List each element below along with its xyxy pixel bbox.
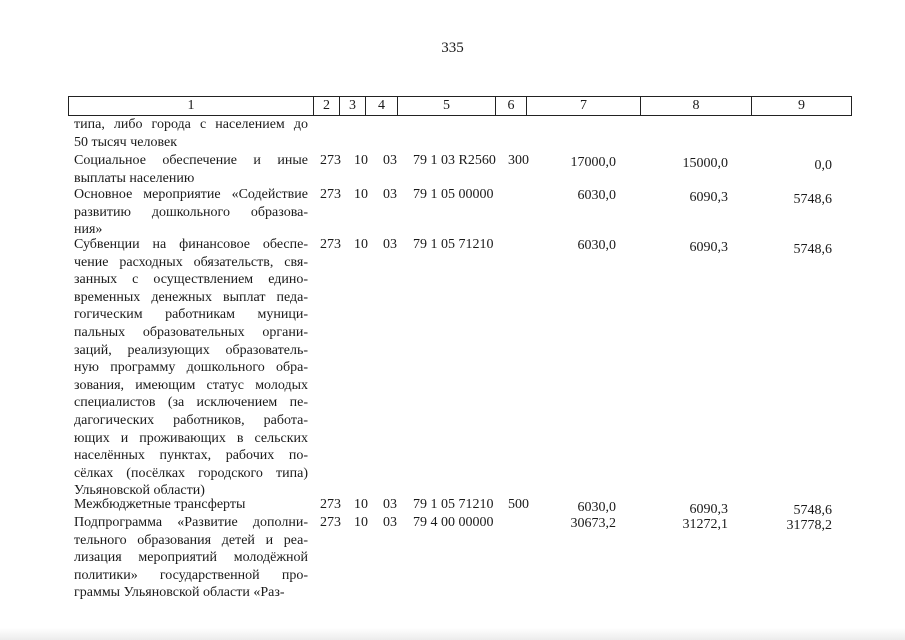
header-col-8: 8 [641,97,752,115]
row-col-8: 31272,1 [682,517,728,532]
header-col-3: 3 [340,97,366,115]
header-col-5: 5 [398,97,496,115]
description-line: Ульяновской области) [74,483,205,499]
row-col-4: 03 [383,515,397,530]
description-line: временных денежных выплат педа- [74,289,308,305]
row-col-8: 15000,0 [682,156,728,171]
description-line: Субвенции на финансовое обеспе- [74,237,308,252]
row-col-5: 79 4 00 00000 [413,515,494,530]
row-col-8: 6090,3 [689,190,728,205]
page-number: 335 [441,40,464,56]
header-col-4: 4 [366,97,398,115]
row-col-7: 6030,0 [577,238,616,253]
row-col-6: 500 [508,497,529,512]
row-col-7: 30673,2 [570,516,616,531]
row-col-2: 273 [320,515,341,530]
description-line: ющих и проживающих в сельских [74,430,308,446]
description-line: лизация мероприятий молодёжной [74,550,308,566]
row-col-8: 6090,3 [689,240,728,255]
description-line: Подпрограмма «Развитие дополни- [74,515,308,530]
row-col-8: 6090,3 [689,502,728,517]
row-col-4: 03 [383,497,397,512]
row-description [74,186,308,239]
description-line: граммы Ульяновской области «Раз- [74,585,285,601]
row-col-4: 03 [383,237,397,252]
description-line: развитию дошкольного образова- [74,204,308,220]
description-line: пальных образовательных органи- [74,324,308,340]
row-col-3: 10 [354,187,368,202]
description-line: политики» государственной про- [74,567,308,583]
row-col-7: 6030,0 [577,500,616,515]
row-col-5: 79 1 05 71210 [413,497,494,512]
row-col-2: 273 [320,153,341,168]
row-col-9: 5748,6 [793,192,832,207]
row-col-4: 03 [383,187,397,202]
row-col-7: 17000,0 [570,155,616,170]
description-line: дагогических работников, работа- [74,412,308,428]
description-line: выплаты населению [74,170,195,186]
row-col-7: 6030,0 [577,188,616,203]
header-col-9: 9 [798,98,805,113]
description-line: занных с осуществлением едино- [74,272,308,288]
description-line: Социальное обеспечение и иные [74,153,308,168]
row-col-5: 79 1 05 00000 [413,187,494,202]
row-col-9: 5748,6 [793,242,832,257]
description-line: специалистов (за исключением пе- [74,395,308,411]
description-line: сёлках (посёлках городского типа) [74,465,308,481]
row-col-5: 79 1 05 71210 [413,237,494,252]
row-col-3: 10 [354,515,368,530]
row-col-3: 10 [354,153,368,168]
header-col-7: 7 [527,97,641,115]
table-header [68,96,852,116]
row-col-9: 31778,2 [786,518,832,533]
row-col-9: 5748,6 [793,503,832,518]
row-description [74,496,308,514]
header-col-6: 6 [496,97,527,115]
row-description [74,116,308,151]
header-col-2: 2 [314,97,340,115]
row-description [74,152,308,187]
row-col-2: 273 [320,497,341,512]
description-line: заций, реализующих образователь- [74,342,308,358]
scan-edge [0,628,905,640]
description-line: типа, либо города с населением до [74,117,308,132]
row-description [74,514,308,602]
row-col-3: 10 [354,497,368,512]
header-col-1: 1 [69,97,314,115]
description-line: гогическим работникам муници- [74,307,308,323]
row-col-3: 10 [354,237,368,252]
row-col-2: 273 [320,187,341,202]
description-line: ную программу дошкольного обра- [74,360,308,376]
description-line: населённых пунктах, рабочих по- [74,448,308,464]
row-col-6: 300 [508,153,529,168]
description-line: ния» [74,222,103,238]
description-line: Основное мероприятие «Содействие [74,187,308,202]
row-col-2: 273 [320,237,341,252]
description-line: тельного образования детей и реа- [74,532,308,548]
row-description [74,236,308,500]
description-line: 50 тысяч человек [74,134,178,150]
row-col-9: 0,0 [814,158,832,173]
row-col-5: 79 1 03 R2560 [413,153,496,168]
description-line: Межбюджетные трансферты [74,497,246,512]
description-line: зования, имеющим статус молодых [74,377,308,393]
description-line: чение расходных обязательств, свя- [74,254,308,270]
row-col-4: 03 [383,153,397,168]
